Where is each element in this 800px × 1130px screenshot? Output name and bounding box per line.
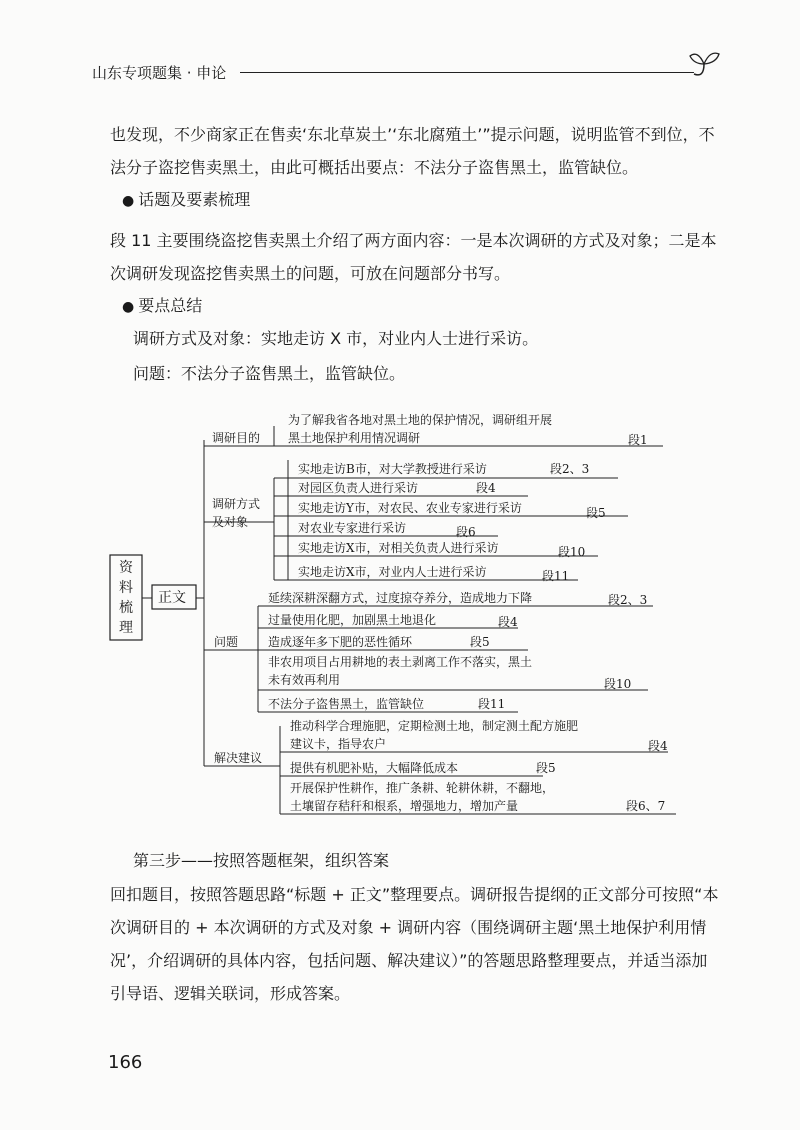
method-item: 实地走访X市，对相关负责人进行采访 bbox=[298, 541, 499, 555]
problem-ref: 段2、3 bbox=[608, 593, 648, 607]
step-title: 第三步——按照答题框架，组织答案 bbox=[133, 851, 390, 870]
problem-ref: 段10 bbox=[604, 677, 632, 691]
problem-item: 非农用项目占用耕地的表土剥离工作不落实，黑土 bbox=[268, 655, 533, 669]
purpose-ref: 段1 bbox=[628, 433, 648, 447]
bullet-text: 要点总结 bbox=[138, 296, 203, 315]
branch-label-method: 及对象 bbox=[212, 515, 249, 529]
page-header bbox=[92, 48, 722, 88]
branch-label-method: 调研方式 bbox=[212, 497, 261, 511]
solution-ref: 段4 bbox=[648, 739, 668, 753]
paragraph-3: 调研方式及对象：实地走访 X 市，对业内人士进行采访。 bbox=[133, 329, 539, 348]
problem-item: 未有效再利用 bbox=[268, 673, 341, 687]
purpose-text: 黑土地保护利用情况调研 bbox=[288, 431, 421, 445]
purpose-text: 为了解我省各地对黑土地的保护情况，调研组开展 bbox=[288, 413, 553, 427]
header-title: 山东专项题集 · 申论 bbox=[92, 64, 227, 82]
method-item: 对农业专家进行采访 bbox=[298, 521, 407, 535]
mind-map bbox=[108, 400, 678, 830]
method-ref: 段2、3 bbox=[550, 462, 590, 476]
solution-item: 土壤留存秸秆和根系，增强地力，增加产量 bbox=[290, 799, 519, 813]
root-char: 料 bbox=[119, 580, 133, 596]
bullet-heading-2 bbox=[122, 296, 202, 317]
method-items bbox=[298, 461, 606, 583]
paragraph-5: 回扣题目，按照答题思路“标题 + 正文”整理要点。调研报告提纲的正文部分可按照“本次调研目的 + 本次调研的方式及对象 + 调研内容（围绕调研主题‘黑土地保护利用情况’，介绍调研的具体内容，包括问题、解决建议）”的答题思路整理要点，并适当添加引导语、逻辑关联词，形成答案。 bbox=[110, 885, 719, 1003]
method-ref: 段11 bbox=[542, 569, 570, 583]
problem-item: 延续深耕深翻方式，过度掠夺养分，造成地力下降 bbox=[268, 591, 533, 605]
bullet-icon: ● bbox=[122, 299, 135, 315]
problem-ref: 段11 bbox=[478, 697, 506, 711]
root-char: 理 bbox=[119, 620, 133, 636]
paragraph-2: 段 11 主要围绕盗挖售卖黑土介绍了两方面内容：一是本次调研的方式及对象；二是本次调研发现盗挖售卖黑土的问题，可放在问题部分书写。 bbox=[110, 231, 717, 283]
problem-item: 过量使用化肥，加剧黑土地退化 bbox=[268, 613, 437, 627]
solution-ref: 段5 bbox=[536, 761, 556, 775]
method-item: 实地走访X市，对业内人士进行采访 bbox=[298, 565, 487, 579]
method-item: 实地走访B市，对大学教授进行采访 bbox=[298, 462, 487, 476]
center-label: 正文 bbox=[158, 590, 186, 606]
bullet-heading-1 bbox=[122, 190, 250, 211]
problem-ref: 段5 bbox=[470, 635, 490, 649]
paragraph-1: 也发现，不少商家正在售卖‘东北草炭土’‘东北腐殖土’”提示问题，说明监管不到位，不法分子盗挖售卖黑土，由此可概括出要点：不法分子盗售黑土，监管缺位。 bbox=[110, 125, 715, 177]
header-rule bbox=[240, 72, 694, 73]
method-ref: 段6 bbox=[456, 525, 476, 539]
problem-item: 造成逐年多下肥的恶性循环 bbox=[268, 635, 413, 649]
solution-items bbox=[290, 718, 668, 813]
solution-item: 建议卡，指导农户 bbox=[290, 737, 387, 751]
branch-label-solution: 解决建议 bbox=[214, 751, 263, 765]
solution-item: 推动科学合理施肥，定期检测土地，制定测土配方施肥 bbox=[290, 719, 579, 733]
method-item: 实地走访Y市，对农民、农业专家进行采访 bbox=[298, 501, 522, 515]
problem-item: 不法分子盗售黑土，监管缺位 bbox=[268, 697, 425, 711]
bullet-text: 话题及要素梳理 bbox=[138, 190, 251, 209]
paragraph-4: 问题：不法分子盗售黑土，监管缺位。 bbox=[133, 364, 406, 383]
sprout-icon bbox=[688, 48, 722, 88]
root-char: 梳 bbox=[119, 600, 133, 616]
page-number: 166 bbox=[108, 1052, 143, 1073]
solution-item: 提供有机肥补贴，大幅降低成本 bbox=[290, 761, 459, 775]
method-ref: 段4 bbox=[476, 481, 496, 495]
branch-label-purpose: 调研目的 bbox=[212, 431, 261, 445]
solution-item: 开展保护性耕作，推广条耕、轮耕休耕，不翻地， bbox=[290, 781, 555, 795]
root-char: 资 bbox=[119, 560, 133, 576]
method-ref: 段10 bbox=[558, 545, 586, 559]
method-item: 对园区负责人进行采访 bbox=[298, 481, 419, 495]
bullet-icon: ● bbox=[122, 193, 135, 209]
problem-ref: 段4 bbox=[498, 615, 518, 629]
solution-ref: 段6、7 bbox=[626, 799, 666, 813]
method-ref: 段5 bbox=[586, 506, 606, 520]
branch-label-problem: 问题 bbox=[214, 635, 239, 649]
